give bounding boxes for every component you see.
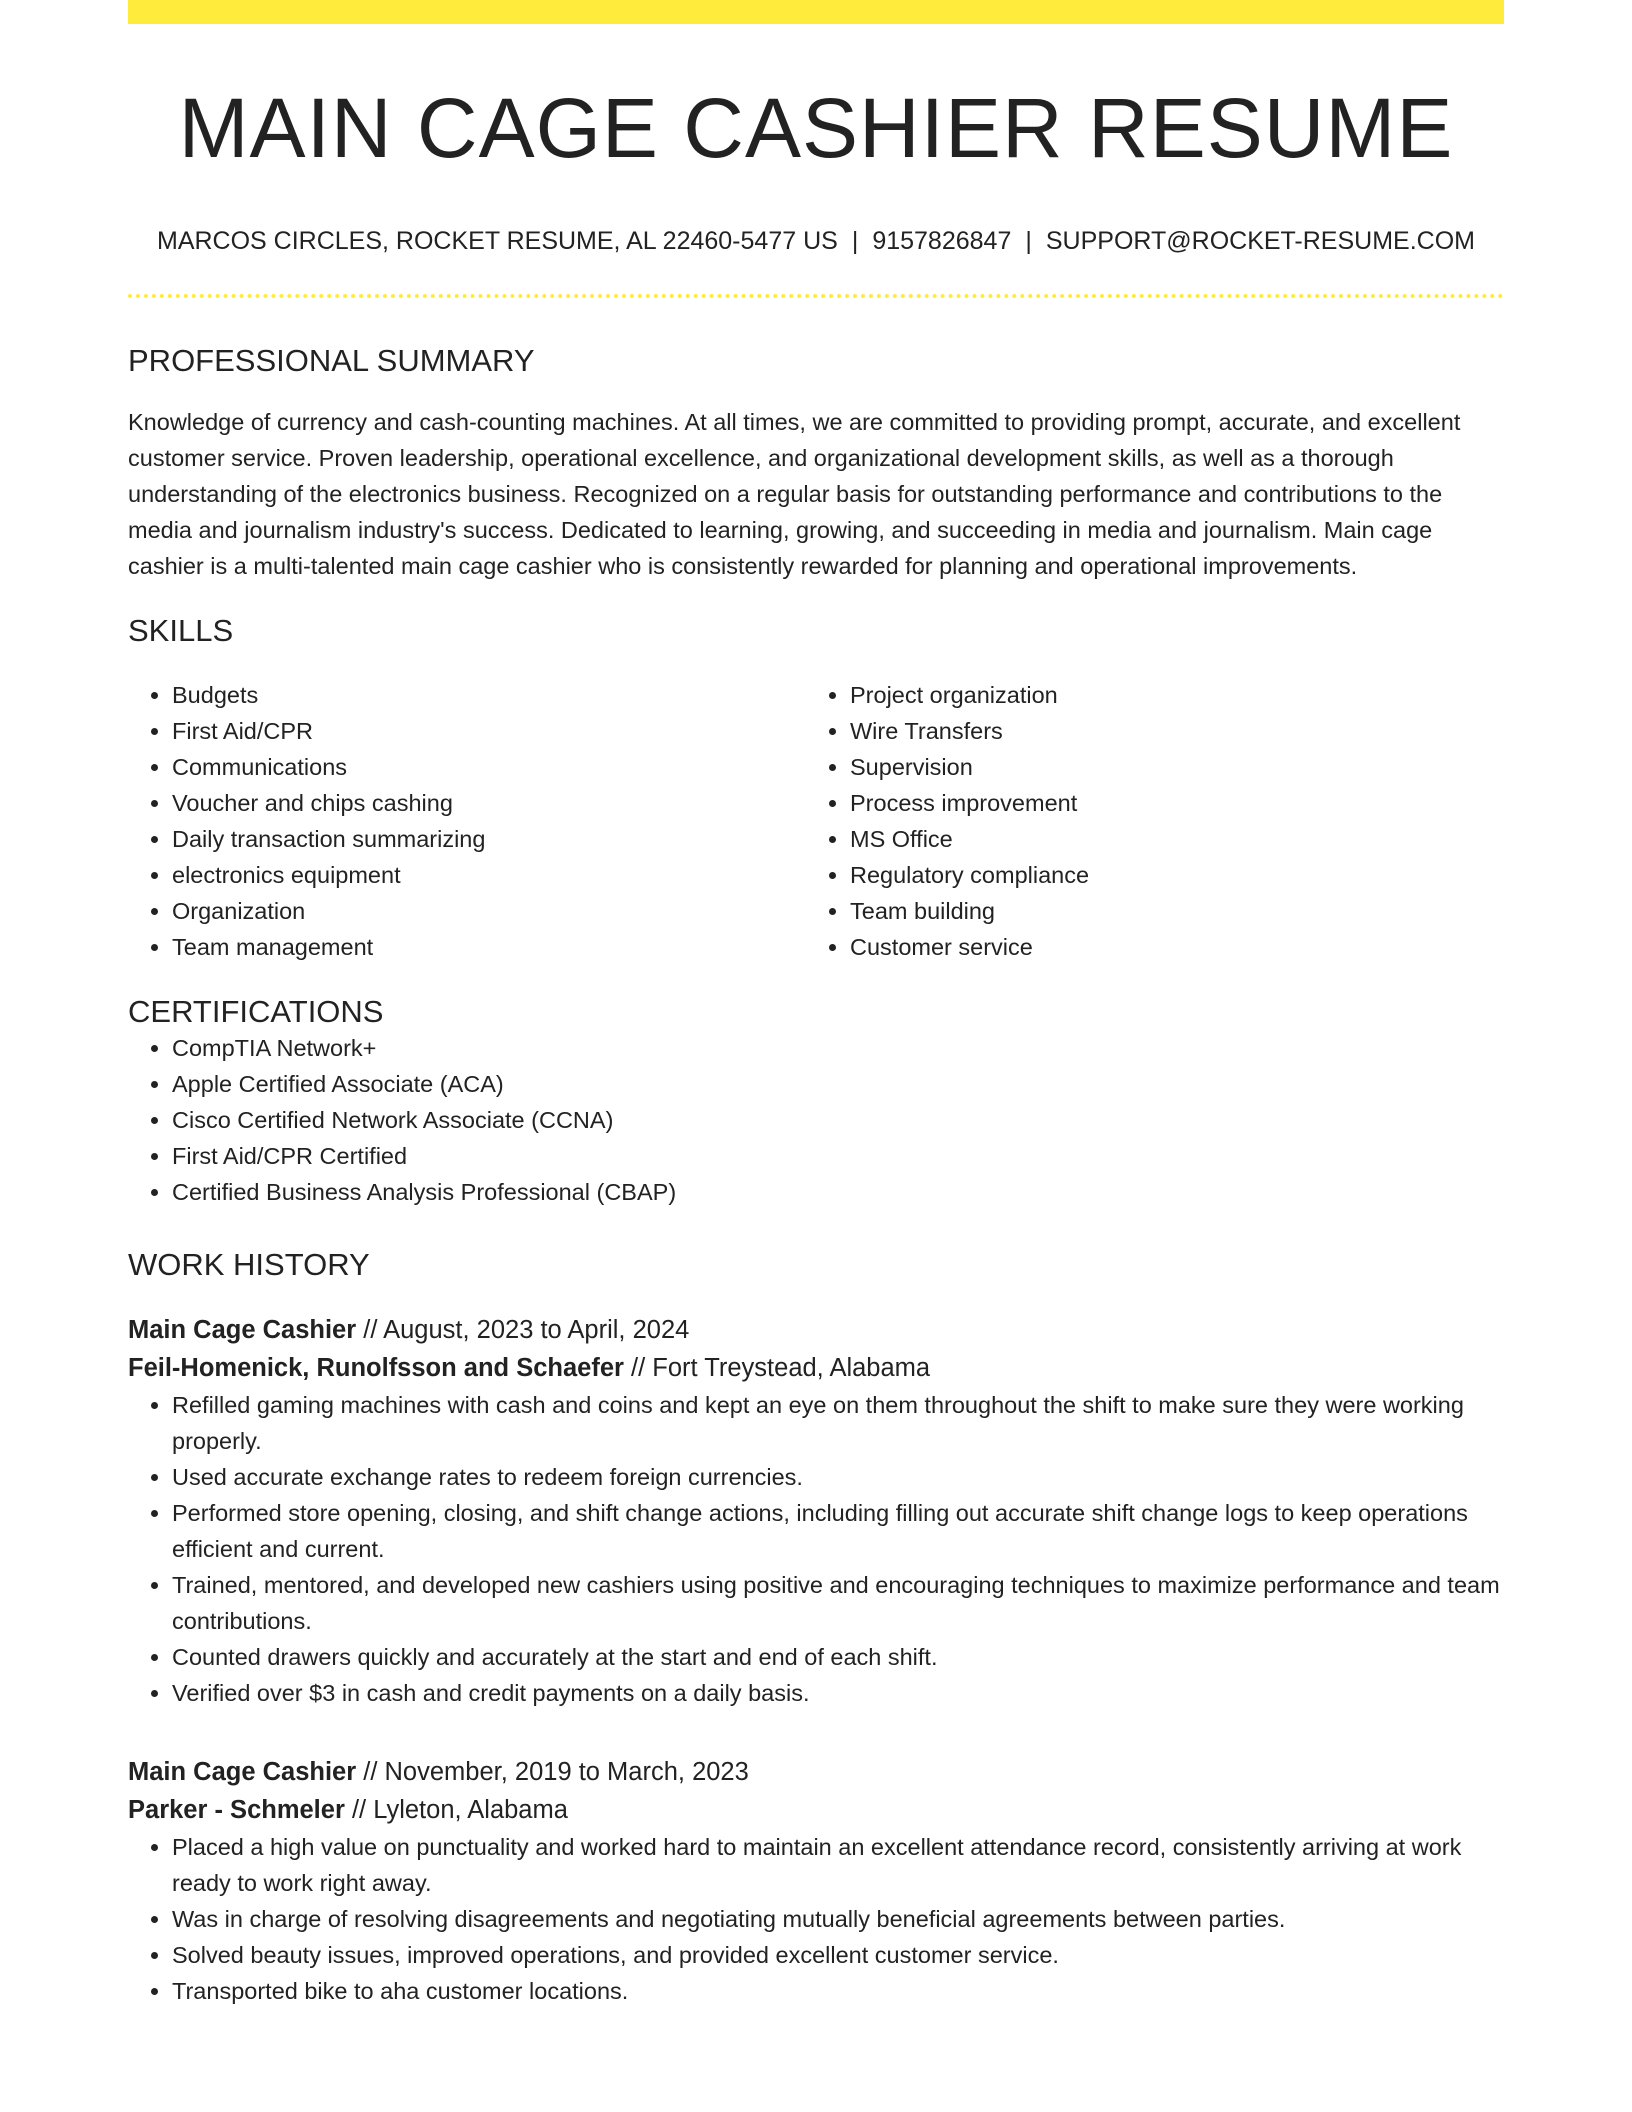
resume-title: MAIN CAGE CASHIER RESUME (178, 81, 1454, 175)
work-history-heading: WORK HISTORY (128, 1246, 370, 1282)
job-duty: • Counted drawers quickly and accurately at the start and end of each shift. (172, 1639, 1504, 1675)
skills-column-left (128, 677, 806, 965)
contact-phone: 9157826847 (872, 227, 1012, 256)
contact-email: SUPPORT@ROCKET-RESUME.COM (1045, 227, 1475, 256)
job-duty: • Transported bike to aha customer locations. (172, 1973, 1504, 2009)
skill-item: • Supervision (850, 749, 1484, 785)
resume-page (128, 0, 1504, 2009)
certification-item: • Cisco Certified Network Associate (CCNA) (172, 1102, 1504, 1138)
skill-item: • Wire Transfers (850, 713, 1484, 749)
certifications-heading: CERTIFICATIONS (128, 993, 384, 1029)
job-dates: // November, 2019 to March, 2023 (363, 1758, 749, 1787)
contact-separator: | (851, 227, 859, 256)
skill-item: • Budgets (172, 677, 806, 713)
job-duty: • Used accurate exchange rates to redeem foreign currencies. (172, 1459, 1504, 1495)
job-duties-list (128, 1387, 1504, 1711)
job-duties-list (128, 1829, 1504, 2009)
top-accent-bar (128, 0, 1504, 24)
job-company: Parker - Schmeler (128, 1796, 345, 1825)
job-entry (128, 1311, 1504, 1711)
job-company-line (128, 1349, 1504, 1387)
job-title: Main Cage Cashier (128, 1316, 357, 1345)
job-duty: • Was in charge of resolving disagreements and negotiating mutually beneficial agreements between parties. (172, 1901, 1504, 1937)
job-entry (128, 1753, 1504, 2009)
job-company-line (128, 1791, 1504, 1829)
job-duty: • Placed a high value on punctuality and worked hard to maintain an excellent attendance record, consistently arriving at work ready to work right away. (172, 1829, 1504, 1901)
certification-item: • CompTIA Network+ (172, 1030, 1504, 1066)
skills-list-right (806, 677, 1484, 965)
certification-item: • Apple Certified Associate (ACA) (172, 1066, 1504, 1102)
job-duty: • Performed store opening, closing, and shift change actions, including filling out accurate shift change logs to keep operations efficient and current. (172, 1495, 1504, 1567)
job-dates: // August, 2023 to April, 2024 (363, 1316, 690, 1345)
skills-list-left (128, 677, 806, 965)
skill-item: • Daily transaction summarizing (172, 821, 806, 857)
skill-item: • Process improvement (850, 785, 1484, 821)
job-title-line (128, 1753, 1504, 1791)
job-company: Feil-Homenick, Runolfsson and Schaefer (128, 1354, 624, 1383)
header-divider (128, 294, 1504, 298)
skill-item: • MS Office (850, 821, 1484, 857)
skill-item: • Team management (172, 929, 806, 965)
job-duty: • Solved beauty issues, improved operations, and provided excellent customer service. (172, 1937, 1504, 1973)
job-title-line (128, 1311, 1504, 1349)
skills-columns (128, 677, 1504, 965)
contact-separator: | (1025, 227, 1032, 256)
job-duty: • Trained, mentored, and developed new cashiers using positive and encouraging techniques to maximize performance and team contributions. (172, 1567, 1504, 1639)
summary-text: Knowledge of currency and cash-counting machines. At all times, we are committed to providing prompt, accurate, and excellent customer service. Proven leadership, operational excellence, and organizational development skills, as well as a thorough understanding of the electronics business. Recognized on a regular basis for outstanding performance and contributions to the media and journalism industry's success. Dedicated to learning, growing, and succeeding in media and journalism. Main cage cashier is a multi-talented main cage cashier who is consistently rewarded for planning and operational improvements. (128, 408, 1461, 579)
certification-item: • First Aid/CPR Certified (172, 1138, 1504, 1174)
skill-item: • Organization (172, 893, 806, 929)
summary-heading: PROFESSIONAL SUMMARY (128, 343, 535, 379)
job-duty: • Refilled gaming machines with cash and coins and kept an eye on them throughout the shift to make sure they were working properly. (172, 1387, 1504, 1459)
job-duty: • Verified over $3 in cash and credit payments on a daily basis. (172, 1675, 1504, 1711)
skill-item: • Regulatory compliance (850, 857, 1484, 893)
skill-item: • electronics equipment (172, 857, 806, 893)
certification-item: • Certified Business Analysis Professional (CBAP) (172, 1174, 1504, 1210)
job-title: Main Cage Cashier (128, 1758, 357, 1787)
certifications-list (128, 1030, 1504, 1210)
skills-heading: SKILLS (128, 612, 234, 648)
job-location: // Lyleton, Alabama (351, 1796, 568, 1825)
skill-item: • First Aid/CPR (172, 713, 806, 749)
skill-item: • Customer service (850, 929, 1484, 965)
skill-item: • Project organization (850, 677, 1484, 713)
job-location: // Fort Treystead, Alabama (631, 1354, 931, 1383)
contact-line (128, 226, 1504, 256)
contact-address: MARCOS CIRCLES, ROCKET RESUME, AL 22460-5477 US (157, 227, 838, 256)
skills-column-right (806, 677, 1484, 965)
skill-item: • Team building (850, 893, 1484, 929)
skill-item: • Voucher and chips cashing (172, 785, 806, 821)
skill-item: • Communications (172, 749, 806, 785)
